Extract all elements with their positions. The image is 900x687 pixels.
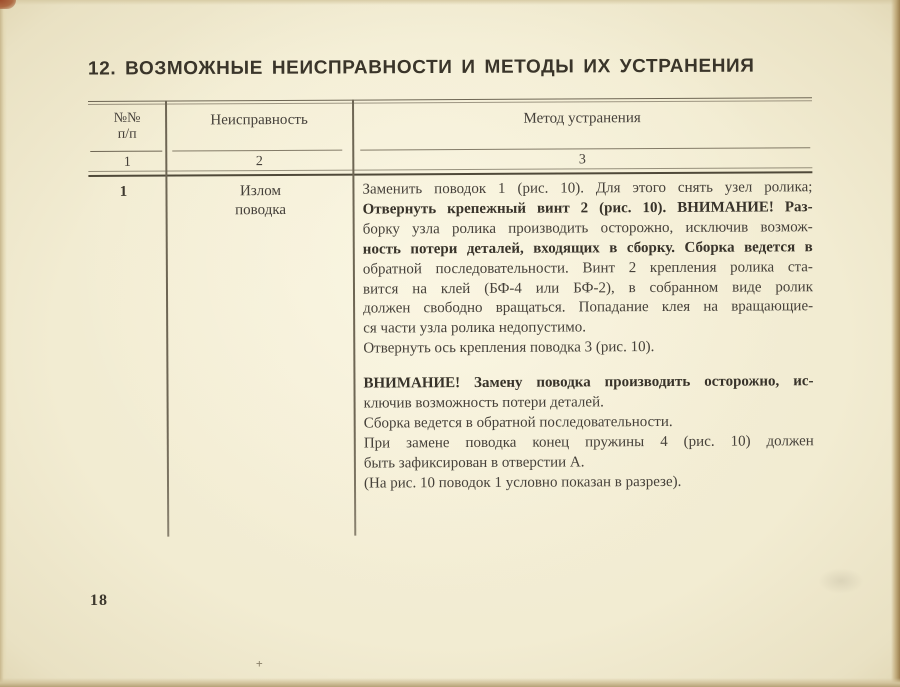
method-text-line: (На рис. 10 поводок 1 условно показан в разрезе). bbox=[363, 473, 682, 492]
table-rule-header-bottom-heavy bbox=[88, 171, 812, 177]
column-number-3: 3 bbox=[578, 152, 586, 168]
method-text-line: Сборка ведется в обратной последовательности. bbox=[363, 413, 673, 432]
page-edge-shadow-left bbox=[0, 0, 7, 687]
header-underline-col1 bbox=[90, 151, 162, 152]
method-text-line: Заменить поводок 1 (рис. 10). Для этого снять узел ролика; bbox=[362, 179, 813, 198]
header-underline-col3 bbox=[360, 147, 810, 150]
page-edge-shadow-top bbox=[0, 0, 900, 5]
column-header-number-line1: №№ bbox=[113, 110, 141, 126]
method-text-line: ность потери деталей, входящих в сборку. Сборка ведется в bbox=[362, 238, 813, 258]
method-text-line: быть зафиксирован в отверстии А. bbox=[363, 454, 585, 472]
method-text-line: вится на клей (БФ-4 или БФ-2), в собранном виде ролик bbox=[362, 278, 814, 298]
method-text-line: должен свободно вращаться. Попадание клея на вращающие- bbox=[363, 298, 814, 317]
header-underline-col2 bbox=[172, 150, 342, 152]
page-edge-shadow-right bbox=[891, 0, 900, 687]
method-text-line: ВНИМАНИЕ! Замену поводка производить осторожно, ис- bbox=[363, 373, 814, 392]
paper-smudge bbox=[818, 568, 864, 594]
page-number: 18 bbox=[90, 592, 108, 609]
page-edge-shadow-bottom bbox=[0, 678, 900, 687]
method-text-line: ся части узла ролика недопустимо. bbox=[363, 319, 586, 337]
fault-cell bbox=[168, 182, 352, 221]
fault-line1: Излом bbox=[239, 182, 281, 200]
section-heading: 12. ВОЗМОЖНЫЕ НЕИСПРАВНОСТИ И МЕТОДЫ ИХ УСТРАНЕНИЯ bbox=[87, 55, 755, 80]
method-cell bbox=[362, 178, 814, 494]
registration-mark: + bbox=[256, 657, 263, 670]
method-text-line: ключив возможность потери деталей. bbox=[363, 394, 604, 412]
fault-line2: поводка bbox=[235, 201, 287, 219]
column-header-method: Метод устранения bbox=[523, 110, 641, 127]
method-text-line: Отвернуть ось крепления поводка 3 (рис. 10). bbox=[363, 339, 655, 357]
column-number-1: 1 bbox=[123, 154, 131, 170]
column-number-2: 2 bbox=[255, 154, 263, 170]
column-header-fault: Неисправность bbox=[210, 111, 308, 129]
column-header-number bbox=[88, 111, 166, 143]
row-number-cell: 1 bbox=[119, 183, 128, 200]
scan-corner-mark bbox=[0, 0, 16, 9]
method-text-line: При замене поводка конец пружины 4 (рис. 10) должен bbox=[363, 433, 814, 452]
column-header-number-line2: п/п bbox=[117, 126, 137, 142]
troubleshooting-table bbox=[88, 97, 814, 571]
method-text-line: борку узла ролика производить осторожно, исключив возмож- bbox=[362, 219, 813, 238]
method-text-line: обратной последовательности. Винт 2 крепления ролика ста- bbox=[362, 258, 813, 278]
method-text-line: Отвернуть крепежный винт 2 (рис. 10). ВНИМАНИЕ! Раз- bbox=[362, 199, 813, 218]
